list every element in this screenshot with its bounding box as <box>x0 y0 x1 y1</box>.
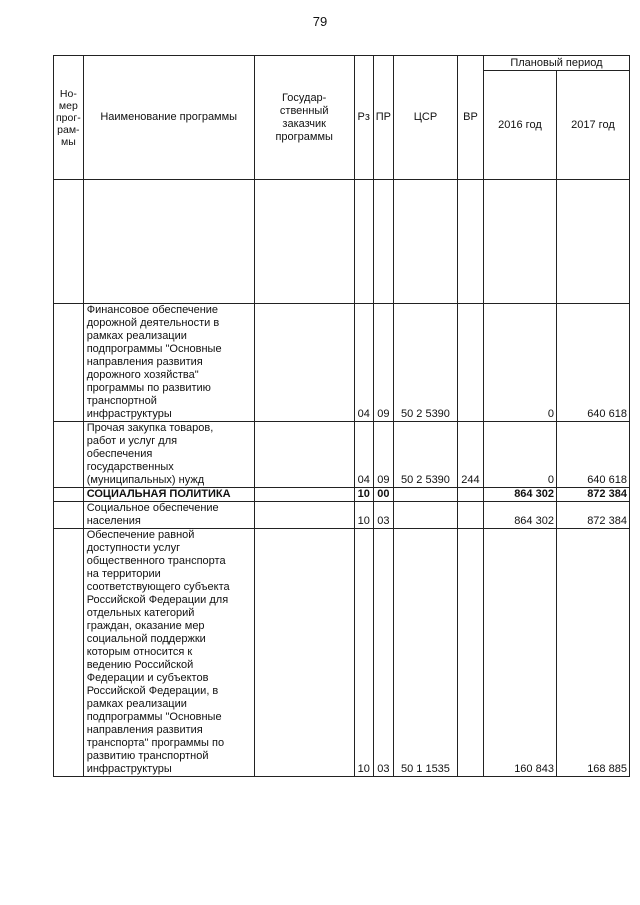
blank-row <box>54 180 630 304</box>
header-vr: ВР <box>457 56 483 180</box>
table-row <box>54 304 630 422</box>
rz-cell: 10 <box>354 488 373 502</box>
pr-cell: 00 <box>373 488 393 502</box>
vr-cell <box>457 502 483 529</box>
program-name-line: населения <box>86 515 141 527</box>
rz-cell: 10 <box>354 502 373 529</box>
program-number-cell <box>54 502 84 529</box>
program-name-line: Российской Федерации для <box>86 594 229 606</box>
program-name-line: инфраструктуры <box>86 408 172 420</box>
program-name-line: дорожной деятельности в <box>86 317 220 329</box>
program-name-line: которым относится к <box>86 646 193 658</box>
pr-cell: 03 <box>373 502 393 529</box>
program-name-line: направления развития <box>86 356 203 368</box>
rz-cell: 10 <box>354 529 373 777</box>
program-number-cell <box>54 304 84 422</box>
program-number-cell <box>54 529 84 777</box>
pr-cell: 09 <box>373 304 393 422</box>
csr-cell <box>393 488 457 502</box>
program-name-line: Финансовое обеспечение <box>86 304 219 316</box>
program-name-line: дорожного хозяйства" <box>86 369 199 381</box>
header-program-number: Но- мер прог- рам- мы <box>54 56 84 180</box>
program-name-cell <box>83 502 254 529</box>
header-2017: 2017 год <box>556 71 629 180</box>
program-name-line: доступности услуг <box>86 542 181 554</box>
vr-cell: 244 <box>457 422 483 488</box>
program-name-line: подпрограммы "Основные <box>86 711 222 723</box>
header-pr: ПР <box>373 56 393 180</box>
header-2016: 2016 год <box>483 71 556 180</box>
program-name-cell <box>83 304 254 422</box>
year-2017-cell: 168 885 <box>556 529 629 777</box>
year-2016-cell: 864 302 <box>483 502 556 529</box>
program-name-line: ведению Российской <box>86 659 194 671</box>
program-name-line: подпрограммы "Основные <box>86 343 222 355</box>
program-name-line: направления развития <box>86 724 203 736</box>
program-name-line: программы по развитию <box>86 382 211 394</box>
program-name-line: соответствующего субъекта <box>86 581 230 593</box>
csr-cell: 50 1 1535 <box>393 529 457 777</box>
table-row <box>54 488 630 502</box>
program-number-cell <box>54 488 84 502</box>
program-name-line: Российской Федерации, в <box>86 685 219 697</box>
csr-cell: 50 2 5390 <box>393 422 457 488</box>
header-csr: ЦСР <box>393 56 457 180</box>
rz-cell: 04 <box>354 422 373 488</box>
program-name-line: СОЦИАЛЬНАЯ ПОЛИТИКА <box>86 488 231 500</box>
table-body <box>54 304 630 777</box>
state-customer-cell <box>254 529 354 777</box>
program-name-cell <box>83 529 254 777</box>
vr-cell <box>457 529 483 777</box>
year-2016-cell: 0 <box>483 304 556 422</box>
vr-cell <box>457 304 483 422</box>
program-name-line: Обеспечение равной <box>86 529 195 541</box>
rz-cell: 04 <box>354 304 373 422</box>
pr-cell: 09 <box>373 422 393 488</box>
program-name-line: развитию транспортной <box>86 750 209 762</box>
header-planned-period: Плановый период <box>483 56 629 71</box>
program-name-line: социальной поддержки <box>86 633 206 645</box>
program-name-line: на территории <box>86 568 161 580</box>
program-name-line: отдельных категорий <box>86 607 195 619</box>
year-2017-cell: 872 384 <box>556 488 629 502</box>
year-2016-cell: 160 843 <box>483 529 556 777</box>
program-name-line: граждан, оказание мер <box>86 620 205 632</box>
program-name-line: общественного транспорта <box>86 555 226 567</box>
state-customer-cell <box>254 304 354 422</box>
program-name-line: транспорта" программы по <box>86 737 225 749</box>
program-name-line: Социальное обеспечение <box>86 502 219 514</box>
year-2017-cell: 640 618 <box>556 304 629 422</box>
program-name-line: (муниципальных) нужд <box>86 474 205 486</box>
program-name-line: инфраструктуры <box>86 763 172 775</box>
table-row <box>54 422 630 488</box>
table-row <box>54 529 630 777</box>
program-name-line: Федерации и субъектов <box>86 672 209 684</box>
program-name-line: рамках реализации <box>86 698 187 710</box>
program-name-line: транспортной <box>86 395 157 407</box>
program-name-line: работ и услуг для <box>86 435 178 447</box>
header-program-name: Наименование программы <box>83 56 254 180</box>
program-name-cell <box>83 488 254 502</box>
budget-table <box>53 55 630 777</box>
table-row <box>54 502 630 529</box>
program-number-cell <box>54 422 84 488</box>
header-rz: Рз <box>354 56 373 180</box>
state-customer-cell <box>254 502 354 529</box>
program-name-line: рамках реализации <box>86 330 187 342</box>
csr-cell: 50 2 5390 <box>393 304 457 422</box>
header-state-customer: Государ- ственный заказчик программы <box>254 56 354 180</box>
page-number: 79 <box>312 14 328 29</box>
pr-cell: 03 <box>373 529 393 777</box>
csr-cell <box>393 502 457 529</box>
state-customer-cell <box>254 422 354 488</box>
program-name-cell <box>83 422 254 488</box>
year-2017-cell: 640 618 <box>556 422 629 488</box>
program-name-line: государственных <box>86 461 174 473</box>
year-2017-cell: 872 384 <box>556 502 629 529</box>
year-2016-cell: 864 302 <box>483 488 556 502</box>
state-customer-cell <box>254 488 354 502</box>
vr-cell <box>457 488 483 502</box>
year-2016-cell: 0 <box>483 422 556 488</box>
program-name-line: Прочая закупка товаров, <box>86 422 214 434</box>
header-row-top <box>54 56 630 71</box>
program-name-line: обеспечения <box>86 448 153 460</box>
